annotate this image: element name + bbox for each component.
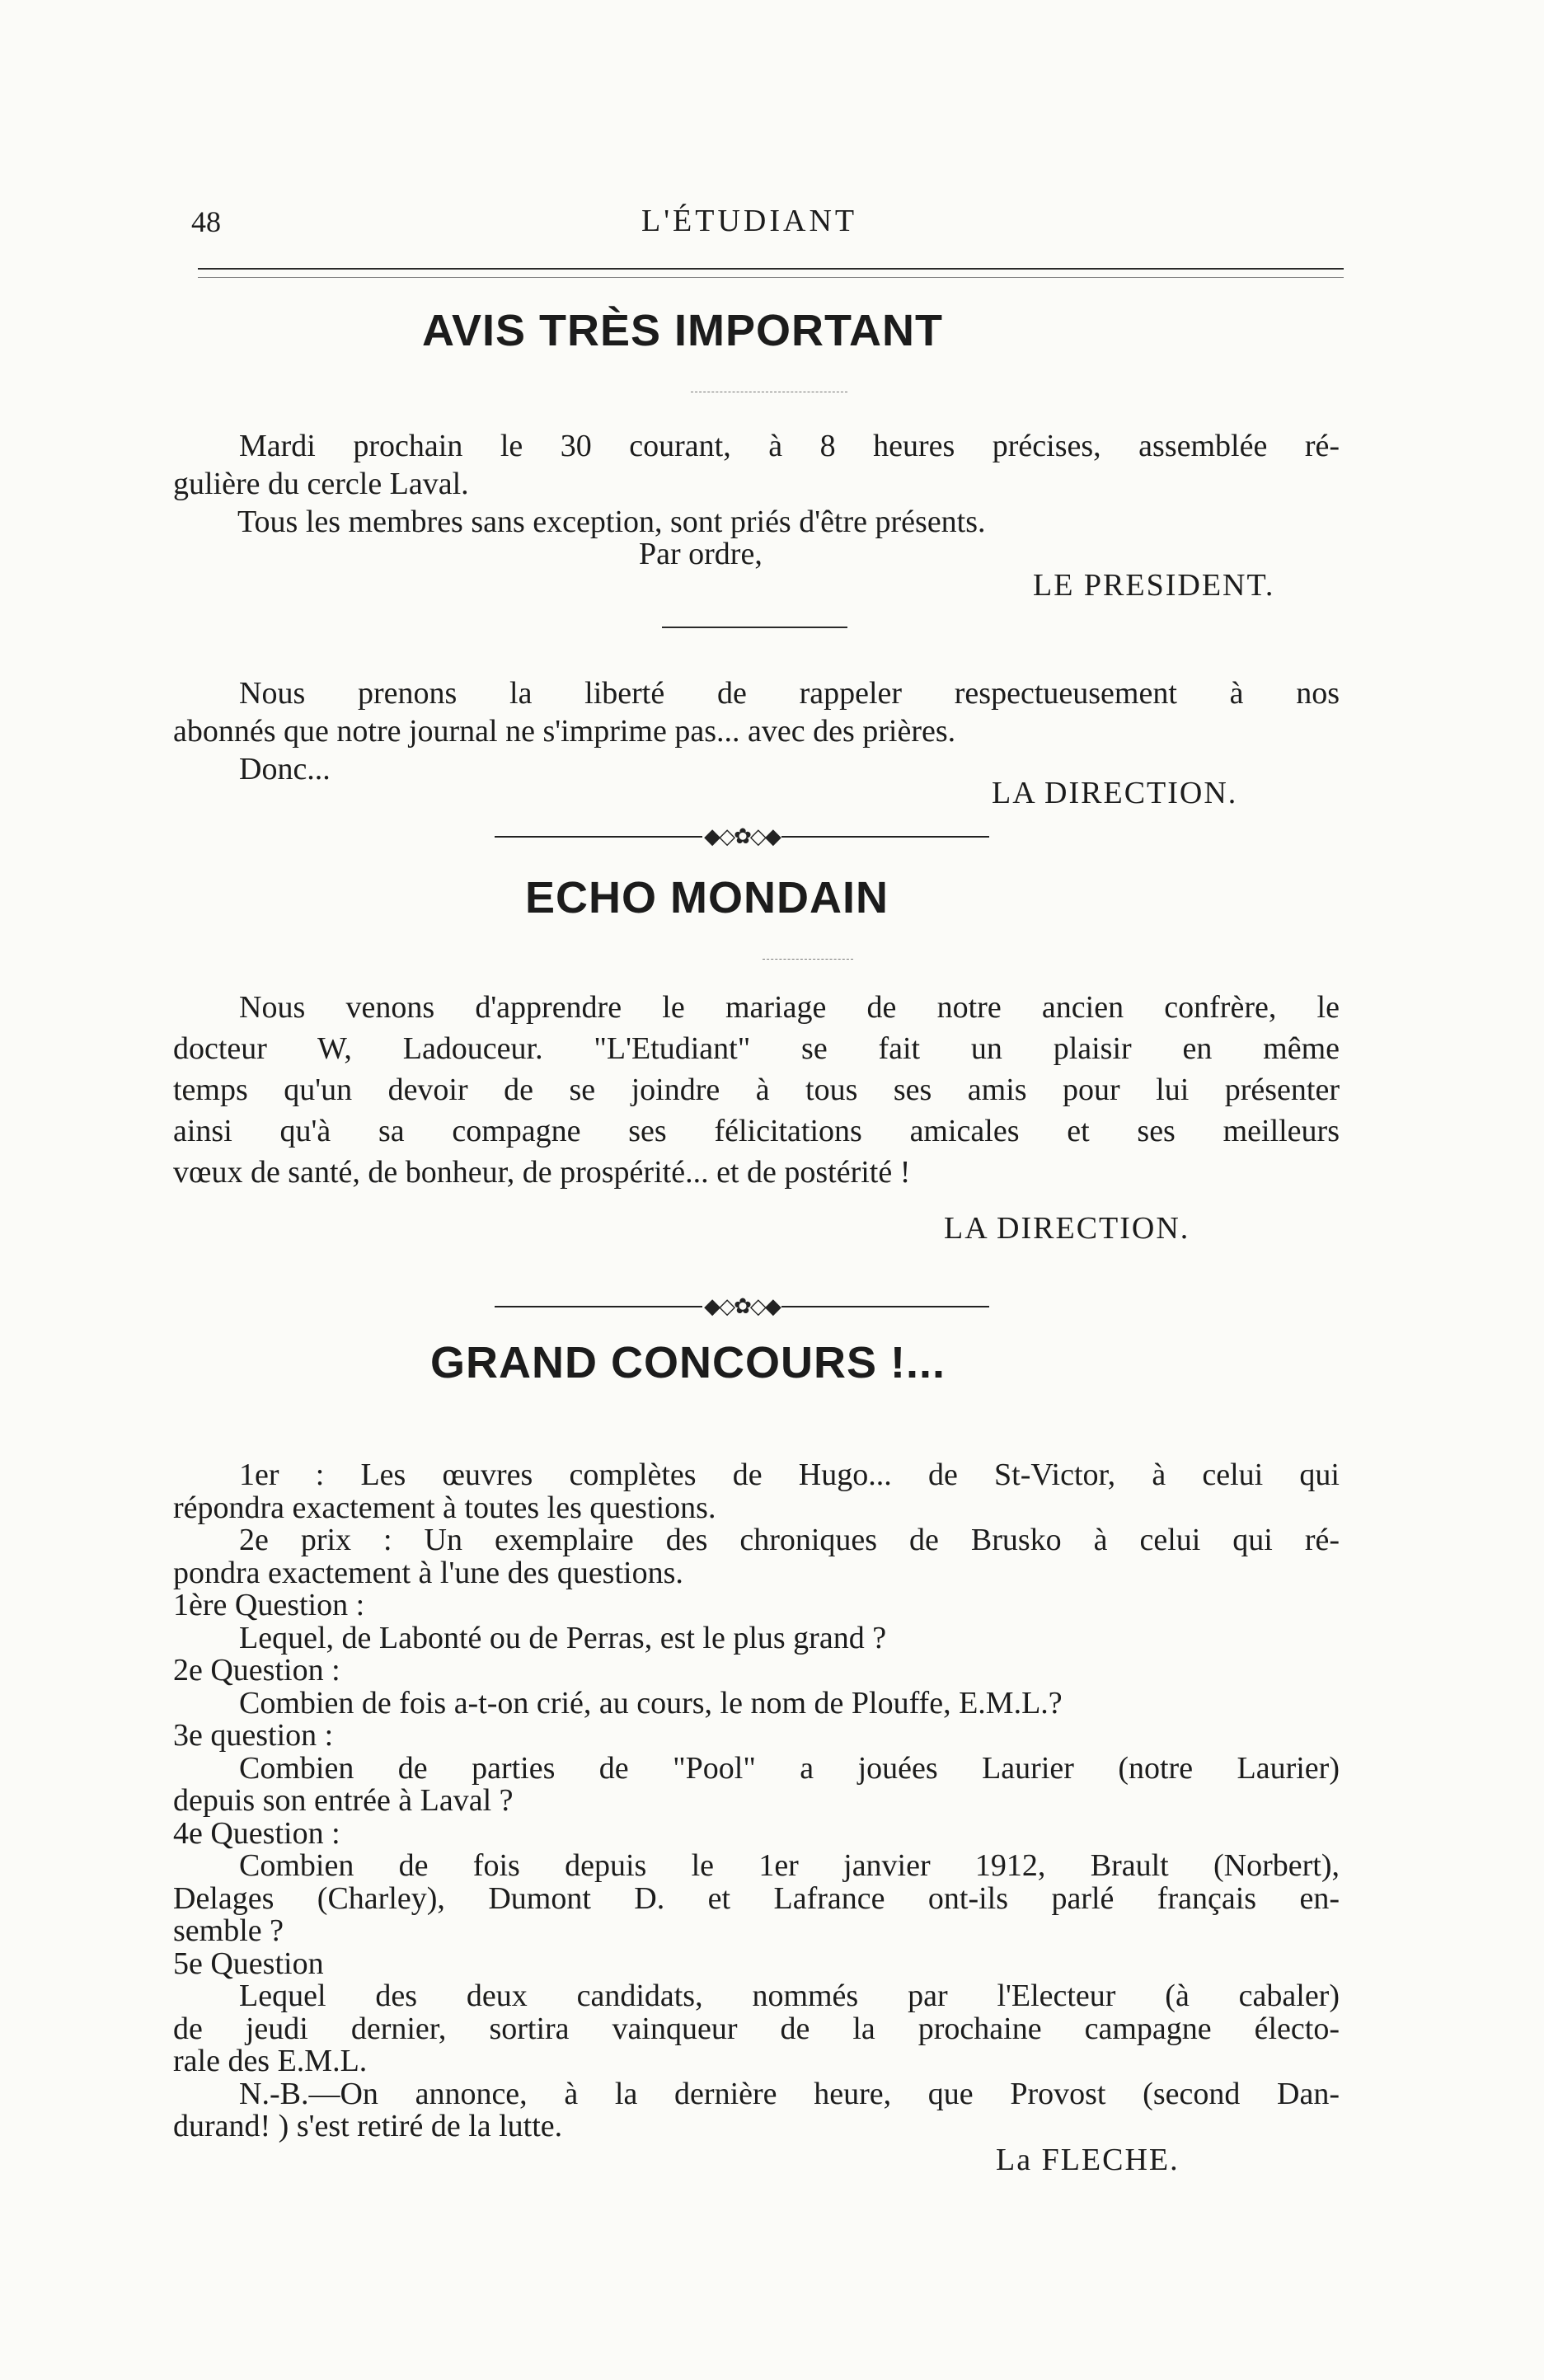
- avis-line-1: Mardi prochain le 30 courant, à 8 heures précises, assemblée ré-: [239, 429, 1340, 463]
- echo-body: [173, 987, 1340, 1193]
- concours-line-3: 2e prix : Un exemplaire des chroniques de Brusko à celui qui ré-: [239, 1523, 1340, 1557]
- echo-title: ECHO MONDAIN: [525, 873, 889, 922]
- ornament-line-right: [781, 1306, 989, 1307]
- concours-line-14: Delages (Charley), Dumont D. et Lafrance ont-ils parlé français en-: [173, 1880, 1340, 1916]
- echo-line-1: Nous venons d'apprendre le mariage de notre ancien confrère, le: [239, 990, 1340, 1025]
- concours-line-8: Combien de fois a-t-on crié, au cours, le nom de Plouffe, E.M.L.?: [239, 1685, 1063, 1720]
- ornament-glyph: ◆◇✿◇◆: [704, 1294, 780, 1318]
- ornament-line-left: [495, 1306, 702, 1307]
- concours-line-10: Combien de parties de "Pool" a jouées Laurier (notre Laurier): [239, 1750, 1340, 1786]
- ornament-divider-1: [495, 824, 989, 849]
- concours-line-6: Lequel, de Labonté ou de Perras, est le plus grand ?: [239, 1620, 887, 1655]
- concours-title: GRAND CONCOURS !...: [430, 1338, 946, 1387]
- avis-line-3: Tous les membres sans exception, sont priés d'être présents.: [237, 505, 986, 539]
- concours-line-15: semble ?: [173, 1913, 284, 1948]
- ornament-divider-2: [495, 1294, 989, 1319]
- concours-line-2: répondra exactement à toutes les questions.: [173, 1490, 716, 1525]
- concours-line-18: de jeudi dernier, sortira vainqueur de la prochaine campagne électo-: [173, 2011, 1340, 2046]
- rappel-line-1: Nous prenons la liberté de rappeler respectueusement à nos: [239, 676, 1340, 711]
- concours-line-7: 2e Question :: [173, 1653, 340, 1688]
- rappel-line-3: Donc...: [239, 752, 331, 786]
- concours-line-19: rale des E.M.L.: [173, 2044, 368, 2078]
- concours-line-17: Lequel des deux candidats, nommés par l'Electeur (à cabaler): [239, 1979, 1340, 2013]
- rappel-signature: LA DIRECTION.: [992, 776, 1238, 810]
- avis-par-ordre: Par ordre,: [639, 537, 763, 571]
- concours-line-21: durand! ) s'est retiré de la lutte.: [173, 2109, 563, 2143]
- echo-line-5: vœux de santé, de bonheur, de prospérité... et de postérité !: [173, 1155, 911, 1190]
- journal-title: L'ÉTUDIANT: [641, 204, 858, 238]
- avis-line-2: gulière du cercle Laval.: [173, 467, 469, 501]
- concours-line-1: 1er : Les œuvres complètes de Hugo... de St-Victor, à celui qui: [239, 1458, 1340, 1492]
- echo-line-4: ainsi qu'à sa compagne ses félicitations amicales et ses meilleurs: [173, 1114, 1340, 1148]
- avis-title: AVIS TRÈS IMPORTANT: [422, 306, 944, 355]
- avis-body: [173, 427, 1340, 541]
- concours-line-9: 3e question :: [173, 1718, 334, 1753]
- concours-line-16: 5e Question: [173, 1946, 324, 1981]
- concours-line-20: N.-B.—On annonce, à la dernière heure, que Provost (second Dan-: [239, 2076, 1340, 2111]
- echo-line-2: docteur W, Ladouceur. "L'Etudiant" se fait un plaisir en même: [173, 1031, 1340, 1066]
- ornament-glyph: ◆◇✿◇◆: [704, 824, 780, 848]
- ornament-line-right: [781, 836, 989, 838]
- avis-separator: [662, 627, 847, 628]
- concours-body: [173, 1459, 1340, 2143]
- header-rule-top: [198, 268, 1344, 270]
- ornament-line-left: [495, 836, 702, 838]
- concours-line-12: 4e Question :: [173, 1815, 340, 1851]
- echo-signature: LA DIRECTION.: [944, 1211, 1190, 1246]
- echo-title-underline: [763, 959, 853, 960]
- header-rule-bottom: [198, 277, 1344, 278]
- concours-line-4: pondra exactement à l'une des questions.: [173, 1555, 683, 1590]
- concours-line-13: Combien de fois depuis le 1er janvier 1912, Brault (Norbert),: [239, 1848, 1340, 1883]
- echo-line-3: temps qu'un devoir de se joindre à tous ses amis pour lui présenter: [173, 1073, 1340, 1107]
- concours-line-11: depuis son entrée à Laval ?: [173, 1783, 514, 1818]
- avis-signature: LE PRESIDENT.: [1033, 568, 1275, 603]
- rappel-line-2: abonnés que notre journal ne s'imprime pas... avec des prières.: [173, 714, 956, 749]
- rappel-body: [173, 674, 1340, 788]
- page-number: 48: [191, 205, 221, 238]
- concours-line-5: 1ère Question :: [173, 1588, 365, 1622]
- concours-signature: La FLECHE.: [996, 2143, 1180, 2177]
